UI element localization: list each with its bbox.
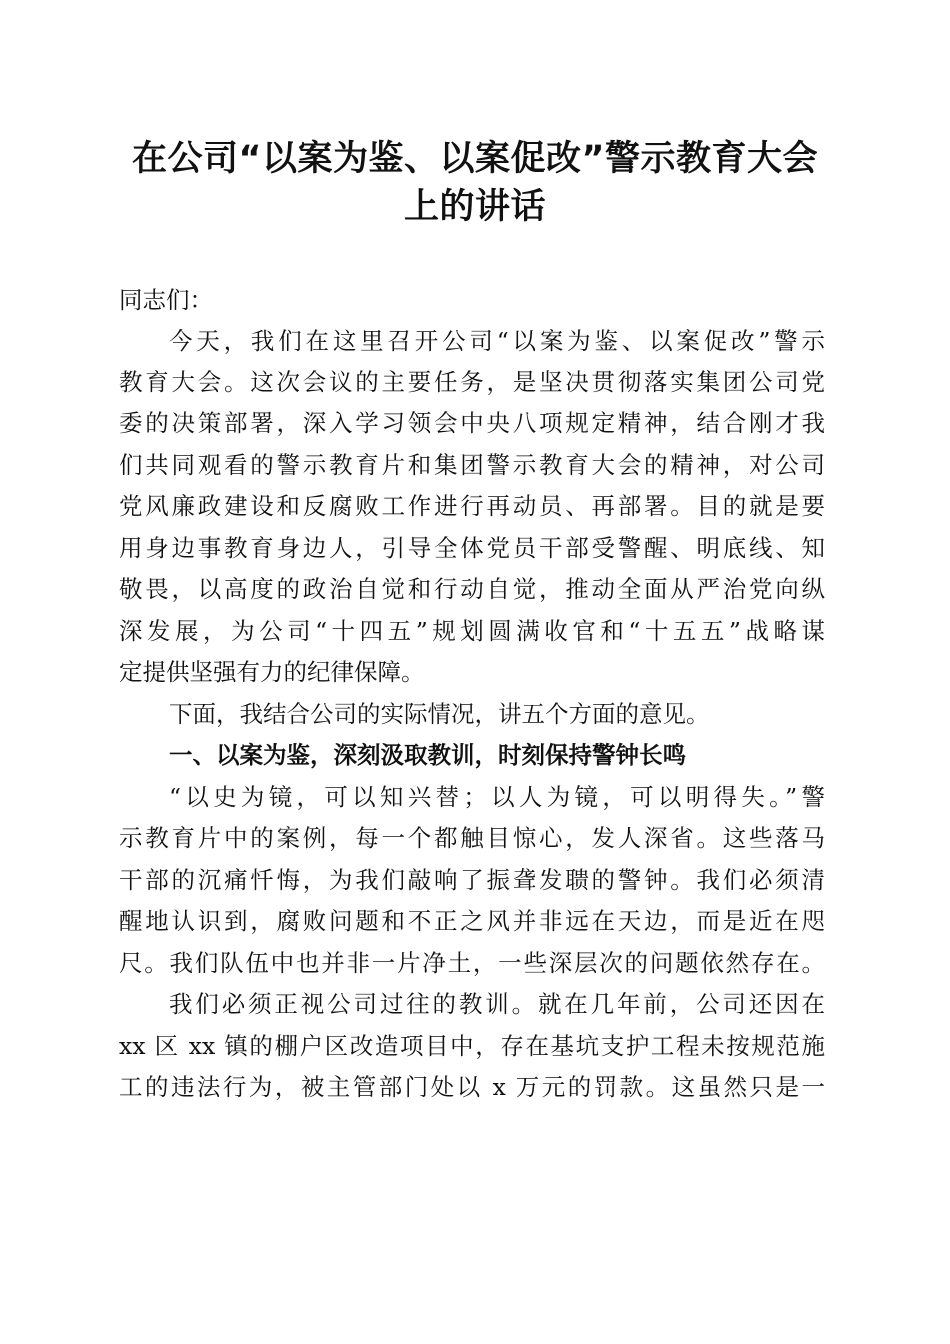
paragraph-line: 定提供坚强有力的纪律保障。 — [119, 658, 425, 686]
paragraph-line: 委的决策部署，深入学习领会中央八项规定精神，结合刚才我 — [119, 409, 825, 437]
salutation: 同志们： — [119, 286, 213, 314]
paragraph-line: 干部的沉痛忏悔，为我们敲响了振聋发聩的警钟。我们必须清 — [119, 866, 825, 894]
paragraph-line: 今天，我们在这里召开公司“以案为鉴、以案促改”警示 — [169, 327, 825, 355]
paragraph-line: xx 区 xx 镇的棚户区改造项目中，存在基坑支护工程未按规范施 — [119, 1032, 825, 1060]
paragraph-line: “以史为镜，可以知兴替；以人为镜，可以明得失。”警 — [169, 783, 825, 811]
paragraph-line: 教育大会。这次会议的主要任务，是坚决贯彻落实集团公司党 — [119, 368, 825, 396]
paragraph-line: 工的违法行为，被主管部门处以 x 万元的罚款。这虽然只是一 — [119, 1073, 825, 1101]
paragraph-line: 们共同观看的警示教育片和集团警示教育大会的精神，对公司 — [119, 451, 825, 479]
paragraph-line: 用身边事教育身边人，引导全体党员干部受警醒、明底线、知 — [119, 534, 825, 562]
document-title-line-1: 在公司“以案为鉴、以案促改”警示教育大会 — [131, 139, 818, 179]
paragraph-line: 示教育片中的案例，每一个都触目惊心，发人深省。这些落马 — [119, 824, 825, 852]
paragraph-line: 醒地认识到，腐败问题和不正之风并非远在天边，而是近在咫 — [119, 907, 825, 935]
document-title-line-2: 上的讲话 — [403, 187, 546, 227]
paragraph-line: 下面，我结合公司的实际情况，讲五个方面的意见。 — [169, 700, 710, 728]
paragraph-line: 我们必须正视公司过往的教训。就在几年前，公司还因在 — [169, 990, 825, 1018]
section-heading: 一、以案为鉴，深刻汲取教训，时刻保持警钟长鸣 — [169, 741, 686, 769]
paragraph-line: 党风廉政建设和反腐败工作进行再动员、再部署。目的就是要 — [119, 492, 825, 520]
paragraph-line: 深发展，为公司“十四五”规划圆满收官和“十五五”战略谋 — [119, 617, 825, 645]
paragraph-line: 尺。我们队伍中也并非一片净土，一些深层次的问题依然存在。 — [119, 949, 825, 977]
paragraph-line: 敬畏，以高度的政治自觉和行动自觉，推动全面从严治党向纵 — [119, 575, 825, 603]
